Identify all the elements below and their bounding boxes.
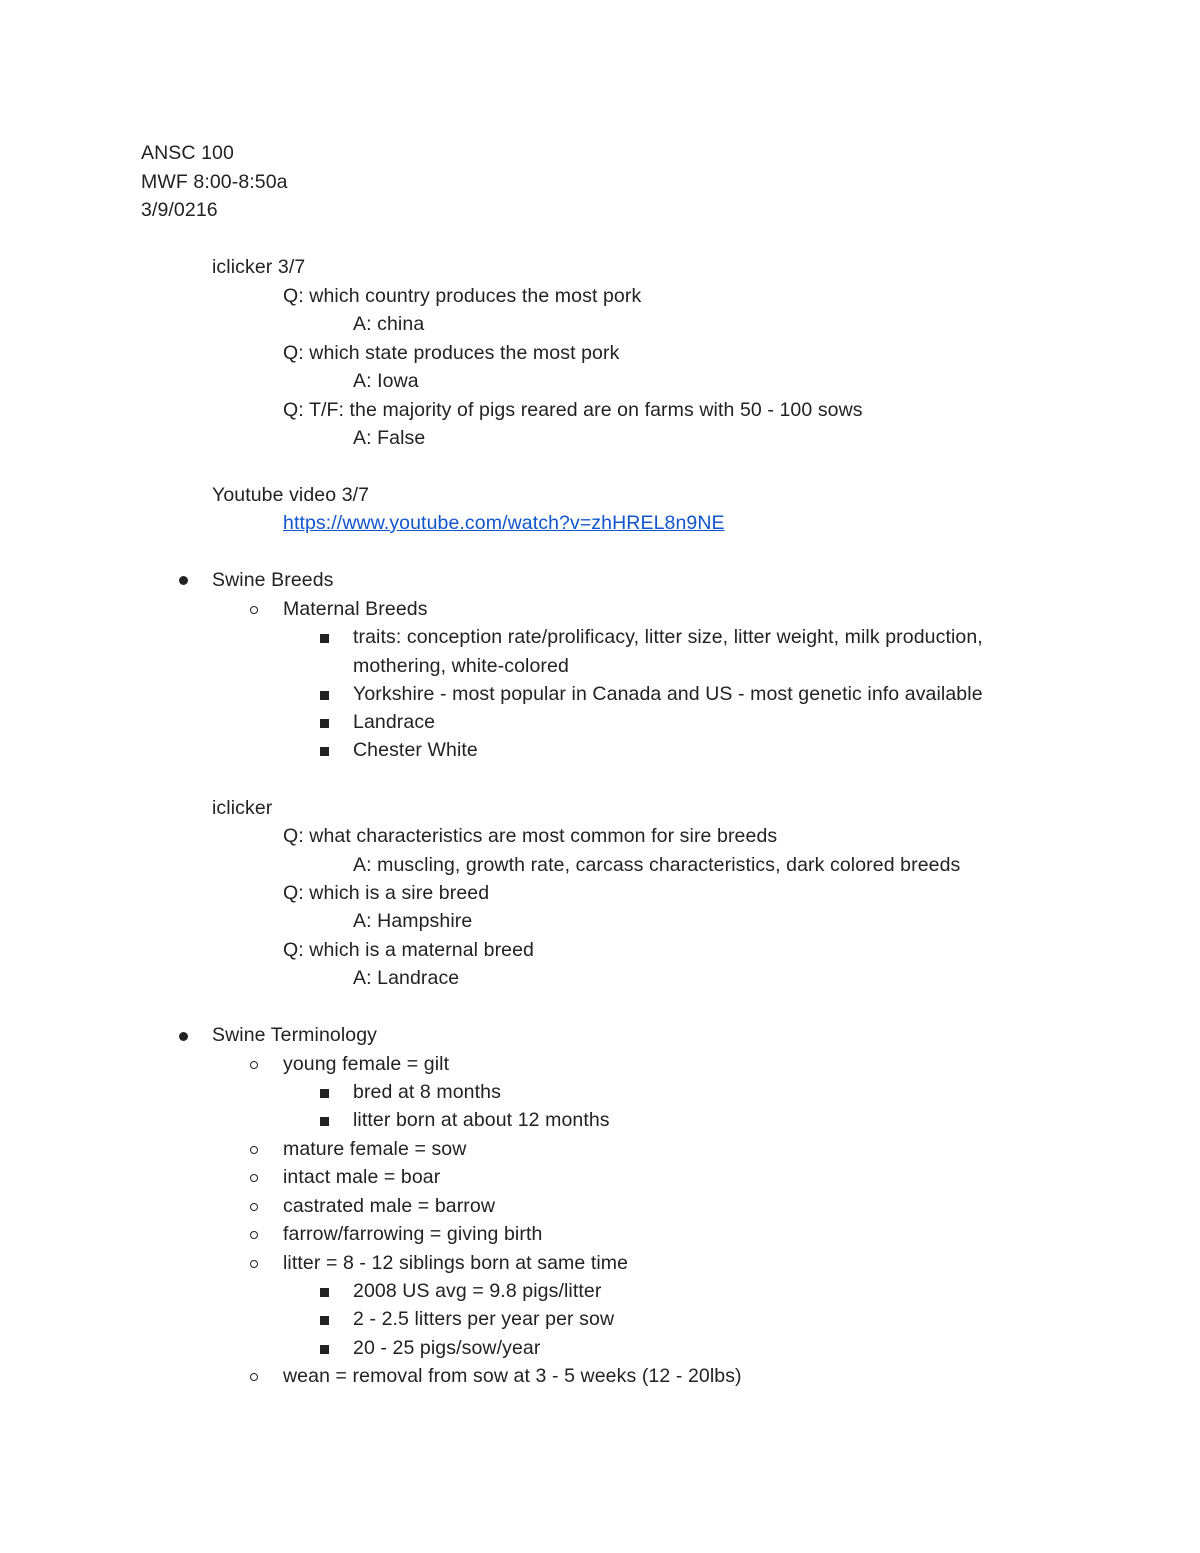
circle-bullet-icon [250,1373,258,1381]
circle-bullet-icon [250,1061,258,1069]
iclicker-question: Q: what characteristics are most common for sire breeds [283,825,778,847]
iclicker-answer: A: china [353,313,425,335]
list-item: Chester White [353,739,478,761]
list-item: bred at 8 months [353,1081,501,1103]
iclicker-question: Q: which is a sire breed [283,882,490,904]
square-bullet-icon [320,1345,329,1354]
square-bullet-icon [320,747,329,756]
iclicker-question: Q: which state produces the most pork [283,342,620,364]
term-item: litter = 8 - 12 siblings born at same time [283,1252,629,1274]
iclicker-heading: iclicker [212,797,273,819]
swine-breeds-heading: Swine Breeds [212,569,334,591]
square-bullet-icon [320,1316,329,1325]
term-item: young female = gilt [283,1053,450,1075]
term-item: farrow/farrowing = giving birth [283,1223,543,1245]
list-item: litter born at about 12 months [353,1109,610,1131]
circle-bullet-icon [250,1174,258,1182]
course-title: ANSC 100 [141,142,234,164]
term-item: wean = removal from sow at 3 - 5 weeks (12 - 20lbs) [283,1365,742,1387]
square-bullet-icon [320,1117,329,1126]
list-item: Landrace [353,711,436,733]
youtube-link[interactable]: https://www.youtube.com/watch?v=zhHREL8n9NE [283,512,725,534]
square-bullet-icon [320,719,329,728]
term-item: mature female = sow [283,1138,467,1160]
iclicker-answer: A: muscling, growth rate, carcass characteristics, dark colored breeds [353,854,961,876]
maternal-breeds-heading: Maternal Breeds [283,598,428,620]
list-item: Yorkshire - most popular in Canada and US - most genetic info available [353,683,983,705]
square-bullet-icon [320,634,329,643]
circle-bullet-icon [250,1203,258,1211]
square-bullet-icon [320,1089,329,1098]
iclicker-answer: A: Iowa [353,370,419,392]
term-item: castrated male = barrow [283,1195,496,1217]
list-item: 2 - 2.5 litters per year per sow [353,1308,615,1330]
list-item: traits: conception rate/prolificacy, litter size, litter weight, milk production, [353,626,983,648]
note-date: 3/9/0216 [141,199,218,221]
iclicker-question: Q: T/F: the majority of pigs reared are on farms with 50 - 100 sows [283,399,863,421]
list-item: 20 - 25 pigs/sow/year [353,1337,541,1359]
iclicker-question: Q: which is a maternal breed [283,939,534,961]
class-schedule: MWF 8:00-8:50a [141,171,288,193]
square-bullet-icon [320,691,329,700]
iclicker-question: Q: which country produces the most pork [283,285,642,307]
square-bullet-icon [320,1288,329,1297]
youtube-heading: Youtube video 3/7 [212,484,370,506]
iclicker-answer: A: Hampshire [353,910,473,932]
circle-bullet-icon [250,1231,258,1239]
circle-bullet-icon [250,606,258,614]
bullet-icon [179,1032,188,1041]
list-item-continued: mothering, white-colored [353,655,569,677]
iclicker-heading: iclicker 3/7 [212,256,306,278]
circle-bullet-icon [250,1146,258,1154]
circle-bullet-icon [250,1260,258,1268]
list-item: 2008 US avg = 9.8 pigs/litter [353,1280,602,1302]
iclicker-answer: A: False [353,427,426,449]
bullet-icon [179,576,188,585]
term-item: intact male = boar [283,1166,441,1188]
swine-terminology-heading: Swine Terminology [212,1024,378,1046]
iclicker-answer: A: Landrace [353,967,460,989]
